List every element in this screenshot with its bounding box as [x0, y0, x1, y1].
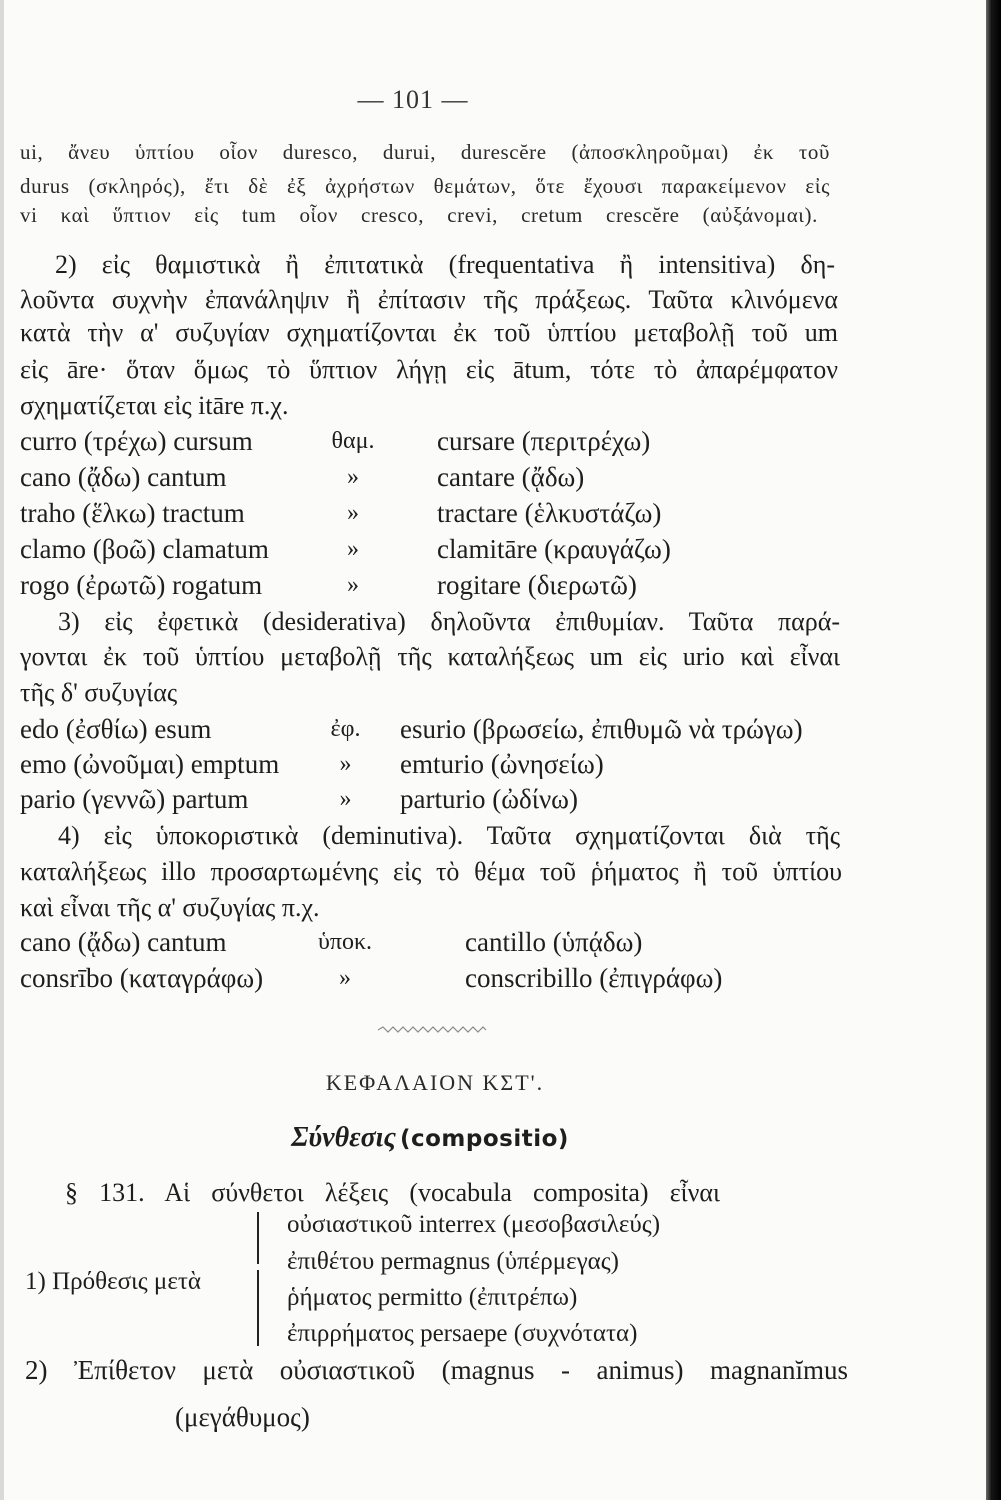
chapter-subtitle [230, 1120, 630, 1156]
base-verb: clamo (βοῶ) clamatum [20, 534, 269, 564]
text-line: εἰς āre· ὅταν ὅμως τὸ ὕπτιον λήγῃ εἰς ātum, τότε τὸ ἀπαρέμφατον [20, 355, 838, 384]
derived-verb: rogitare (διερωτῶ) [437, 570, 637, 600]
table-row [0, 712, 900, 747]
type-mark: » [347, 500, 359, 526]
text-line: vi καὶ ὕπτιον εἰς tum οἷον cresco, crevi, cretum crescĕre (αὐξάνομαι). [20, 203, 818, 227]
base-verb: edo (ἐσθίω) esum [20, 714, 212, 744]
list-item: ἐπιθέτου permagnus (ὑπέρμεγας) [287, 1248, 620, 1275]
text-line: τῆς δ' συζυγίας [20, 678, 178, 707]
derived-verb: clamitāre (κραυγάζω) [437, 534, 671, 564]
section-131-intro: § 131. Αἱ σύνθετοι λέξεις (vocabula composita) εἶναι [65, 1178, 720, 1207]
derived-verb: esurio (βρωσείω, ἐπιθυμῶ νὰ τρώγω) [400, 714, 803, 744]
derived-verb: tractare (ἑλκυστάζω) [437, 498, 662, 528]
base-verb: traho (ἕλκω) tractum [20, 498, 245, 528]
base-verb: pario (γεννῶ) partum [20, 784, 249, 814]
text-line: 3) εἰς ἐφετικὰ (desiderativa) δηλοῦντα ἐπιθυμίαν. Ταῦτα παρά- [58, 607, 840, 636]
list-item: ῥήματος permitto (ἐπιτρέπω) [287, 1284, 578, 1311]
type-mark: θαμ. [331, 428, 375, 454]
frequentativa-examples [0, 423, 900, 603]
derived-verb: emturio (ὠνησείω) [400, 749, 604, 779]
bracket-line [257, 1212, 259, 1264]
text-line: κατὰ τὴν α' συζυγίαν σχηματίζονται ἐκ τοῦ ὑπτίου μεταβολῇ τοῦ um [20, 318, 838, 347]
composition-item-2-continuation: (μεγάθυμος) [175, 1402, 310, 1432]
text-line: ui, ἄνευ ὑπτίου οἷον duresco, durui, durescĕre (ἀποσκληροῦμαι) ἐκ τοῦ [20, 140, 830, 164]
derived-verb: parturio (ὠδίνω) [400, 784, 578, 814]
table-row [0, 567, 900, 603]
text-line: γονται ἐκ τοῦ ὑπτίου μεταβολῇ τῆς καταλήξεως um εἰς urio καὶ εἶναι [20, 642, 840, 671]
base-verb: emo (ὠνοῦμαι) emptum [20, 749, 280, 779]
text-line: καὶ εἶναι τῆς α' συζυγίας π.χ. [20, 893, 320, 922]
derived-verb: cantillo (ὑπᾴδω) [465, 927, 643, 957]
page-number: — 101 — [357, 85, 469, 114]
type-mark: » [347, 536, 359, 562]
text-line: durus (σκληρός), ἔτι δὲ ἐξ ἀχρήστων θεμάτων, ὅτε ἔχουσι παρακείμενον εἰς [20, 174, 830, 198]
table-row [0, 495, 900, 531]
base-verb: consrībo (καταγράφω) [20, 963, 264, 993]
base-verb: cano (ᾄδω) cantum [20, 927, 227, 957]
desiderativa-examples [0, 712, 900, 817]
text-line: λοῦντα συχνὴν ἐπανάληψιν ἢ ἐπίτασιν τῆς πράξεως. Ταῦτα κλινόμενα [20, 285, 838, 314]
derived-verb: cantare (ᾄδω) [437, 462, 585, 492]
base-verb: cano (ᾄδω) cantum [20, 462, 227, 492]
type-mark: » [339, 751, 352, 777]
table-row [0, 459, 900, 495]
list-item: οὐσιαστικοῦ interrex (μεσοβασιλεύς) [287, 1211, 661, 1238]
table-row [0, 960, 900, 996]
chapter-heading: ΚΕΦΑΛΑΙΟΝ ΚΣΤ'. [325, 1070, 545, 1095]
type-mark: » [339, 965, 351, 991]
bracket-line [257, 1270, 259, 1346]
deminutiva-examples [0, 924, 900, 996]
text-line: σχηματίζεται εἰς itāre π.χ. [20, 391, 289, 420]
type-mark: ἐφ. [330, 716, 361, 742]
text-line: καταλήξεως illo προσαρτωμένης εἰς τὸ θέμα τοῦ ῥήματος ἢ τοῦ ὑπτίου [20, 857, 842, 886]
base-verb: curro (τρέχω) cursum [20, 426, 253, 456]
group-label: 1) Πρόθεσις μετὰ [25, 1268, 201, 1295]
text-line: 4) εἰς ὑποκοριστικὰ (deminutiva). Ταῦτα σχηματίζονται διὰ τῆς [58, 821, 840, 850]
type-mark: » [347, 464, 359, 490]
scan-right-edge [986, 0, 1001, 1500]
ornament-divider [376, 1024, 488, 1036]
base-verb: rogo (ἐρωτῶ) rogatum [20, 570, 263, 600]
composition-item-2: 2) Ἐπίθετον μετὰ οὐσιαστικοῦ (magnus - animus) magnanĭmus [25, 1355, 848, 1385]
subtitle-latin: (compositio) [399, 1126, 569, 1152]
derived-verb: conscribillo (ἐπιγράφω) [465, 963, 723, 993]
subtitle-greek: Σύνθεσις [291, 1122, 396, 1153]
list-item: ἐπιρρήματος persaepe (συχνότατα) [287, 1320, 638, 1347]
table-row [0, 782, 900, 817]
type-mark: ὑποκ. [317, 929, 373, 955]
table-row [0, 747, 900, 782]
derived-verb: cursare (περιτρέχω) [437, 426, 651, 456]
type-mark: » [339, 786, 352, 812]
type-mark: » [347, 572, 359, 598]
text-line: 2) εἰς θαμιστικὰ ἢ ἐπιτατικὰ (frequentativa ἢ intensitiva) δη- [55, 250, 835, 279]
table-row [0, 531, 900, 567]
table-row [0, 924, 900, 960]
table-row [0, 423, 900, 459]
